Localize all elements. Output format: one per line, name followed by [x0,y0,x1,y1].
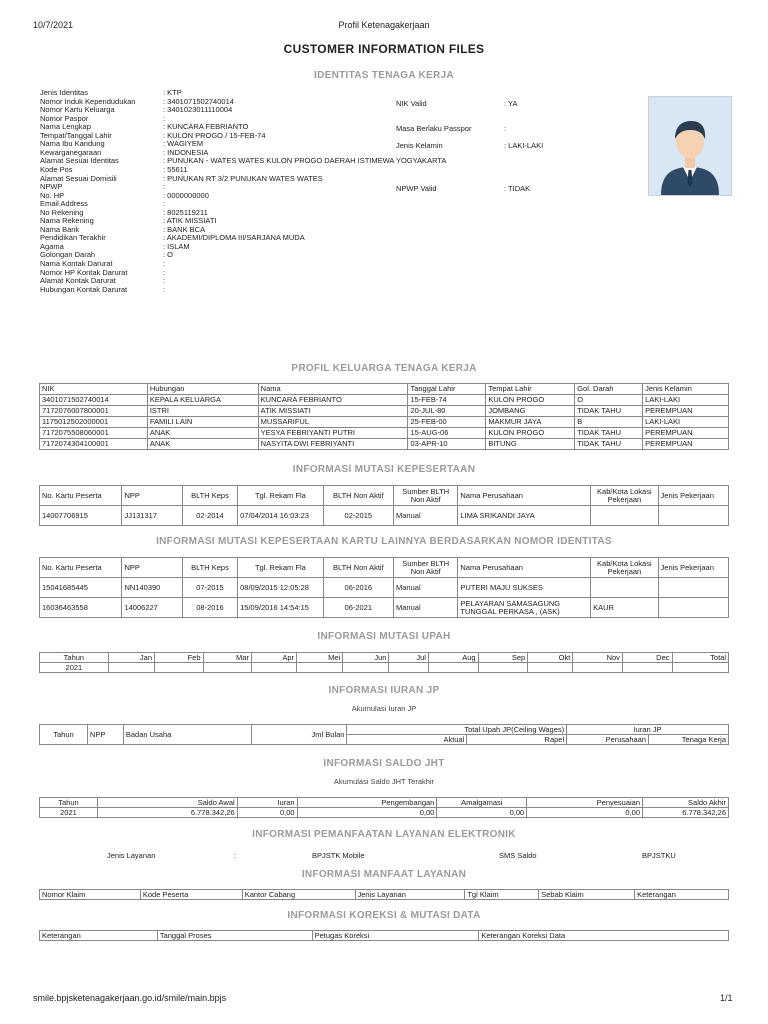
table-cell: 08/09/2015 12:05:28 [238,578,323,598]
table-header: Sumber BLTH Non Aktif [394,558,458,578]
table-header: Okt [528,653,573,663]
table-header: Tanggal Proses [157,931,312,941]
section-title-iuran: INFORMASI IURAN JP [328,685,440,696]
iuran-h-badan: Badan Usaha [123,725,251,745]
table-header: Tgl. Rekam Fla [238,486,323,506]
table-cell: 0,00 [297,808,437,818]
manfaat-table [39,889,729,900]
identity-value: : [163,259,166,268]
section-title-layanan: INFORMASI PEMANFAATAN LAYANAN ELEKTRONIK [252,829,516,840]
table-cell: 25-FEB-00 [408,417,486,428]
table-header: Total [672,653,728,663]
identity-value: : 55611 [163,164,188,174]
section-title-mutasi-lain: INFORMASI MUTASI KEPESERTAAN KARTU LAINNYA BERDASARKAN NOMOR IDENTITAS [156,536,612,547]
table-header: Jenis Pekerjaan [658,558,728,578]
table-cell: 0,00 [437,808,527,818]
table-cell: ISTRI [147,406,258,417]
iuran-h-tk: Tenaga Kerja [649,735,729,745]
profile-photo [648,96,732,196]
table-cell: 0,00 [237,808,297,818]
identity-value: : TIDAK [504,184,531,194]
table-header: Amalgamasi [437,798,527,808]
table-cell: NASYITA DWI FEBRIYANTI [258,439,408,450]
identity-value: : [163,276,166,286]
table-header: Nov [573,653,623,663]
table-header: Tahun [40,653,109,663]
identity-value: : [163,199,166,209]
identity-value: : PUNUKAN - WATES WATES KULON PROGO DAERAH ISTIMEWA YOGYAKARTA [163,156,447,166]
table-header: Keterangan [40,931,158,941]
table-cell: ANAK [147,439,258,450]
identity-label: Alamat Kontak Darurat [40,276,116,286]
table-cell: 02-2015 [323,506,393,526]
table-cell: 20-JUL-80 [408,406,486,417]
identity-value: : INDONESIA [163,147,209,157]
table-header: Sebab Klaim [539,890,635,900]
table-header: BLTH Keps [182,486,237,506]
table-cell: 15041685445 [40,578,122,598]
identity-value: : ISLAM [163,241,190,251]
table-header: Keterangan [635,890,729,900]
table-cell: 7172075508060001 [40,428,148,439]
identity-list-right [396,89,646,229]
mutasi-lain-table [39,557,729,618]
identity-label: Golongan Darah [40,250,96,260]
table-cell: LAKI-LAKI [643,395,729,406]
section-title-manfaat: INFORMASI MANFAAT LAYANAN [301,869,467,880]
table-header: Gol. Darah [575,384,643,395]
table-cell: 2021 [40,663,109,673]
table-header: Petugas Koreksi [312,931,479,941]
identity-label: Email Address [40,199,88,209]
table-cell [591,578,658,598]
table-header: Mar [203,653,251,663]
table-header: No. Kartu Peserta [40,558,122,578]
section-title-saldo: INFORMASI SALDO JHT [323,758,445,769]
iuran-h-jml: Jml Bulan [251,725,347,745]
table-cell [658,506,728,526]
section-title-keluarga: PROFIL KELUARGA TENAGA KERJA [291,363,477,374]
table-header: Jan [108,653,154,663]
identity-value: : [163,284,166,294]
print-date: 10/7/2021 [33,20,74,30]
table-cell: MUSSARIFUL [258,417,408,428]
table-header: Keterangan Koreksi Data [479,931,729,941]
identity-value: : KULON PROGO / 15-FEB-74 [163,130,266,140]
table-header: Tempat Lahir [486,384,575,395]
identity-label: Masa Berlaku Passpor [396,124,472,134]
identity-value: : 3401023011110004 [163,105,233,115]
table-cell: NN140390 [122,578,182,598]
table-header: Nomor Klaim [40,890,141,900]
table-cell: JJ131317 [122,506,182,526]
layanan-label: Jenis Layanan [107,851,156,860]
table-cell: 14006227 [122,598,182,618]
footer-page: 1/1 [720,993,733,1003]
table-cell: LIMA SRIKANDI JAYA [458,506,591,526]
table-cell: PUTERI MAJU SUKSES [458,578,591,598]
identity-label: Kode Pos [40,164,73,174]
iuran-h-iuran: Iuran JP [567,725,729,735]
table-header: NPP [122,486,182,506]
identity-label: NPWP [40,182,63,192]
layanan-item-mobile: BPJSTK Mobile [312,851,365,860]
table-header: Kode Peserta [140,890,242,900]
table-row [40,428,729,439]
identity-label: Alamat Sesuai Identitas [40,156,119,166]
table-cell [203,663,251,673]
identity-label: Nama Rekening [40,216,94,226]
table-cell: FAMILI LAIN [147,417,258,428]
table-cell: Manual [394,598,458,618]
identity-label: No Rekening [40,207,84,217]
table-cell: 2021 [40,808,98,818]
table-header: Sumber BLTH Non Aktif [394,486,458,506]
table-cell [343,663,389,673]
table-cell: 6.778.342,26 [643,808,729,818]
table-cell: KULON PROGO [486,428,575,439]
iuran-h-aktual: Aktual [347,735,467,745]
table-header: Saldo Akhir [643,798,729,808]
table-cell: 08-2016 [182,598,237,618]
table-cell: 06-2021 [323,598,393,618]
table-cell: ANAK [147,428,258,439]
table-cell: ATIK MISSIATI [258,406,408,417]
table-cell [297,663,343,673]
table-cell [658,598,728,618]
table-row [40,506,729,526]
table-header: Feb [155,653,204,663]
identity-value: : 8025119211 [163,207,208,217]
table-cell [155,663,204,673]
table-cell [672,663,728,673]
identity-value: : BANK BCA [163,224,206,234]
table-header: Nama [258,384,408,395]
table-row [40,406,729,417]
identity-value: : [163,267,166,277]
table-cell: PEREMPUAN [643,406,729,417]
identity-value: : WAGIYEM [163,139,204,149]
table-cell: KULON PROGO [486,395,575,406]
table-row [40,395,729,406]
footer-url: smile.bpjsketenagakerjaan.go.id/smile/main.bpjs [33,993,227,1003]
table-header: Jenis Pekerjaan [658,486,728,506]
table-cell: MAKMUR JAYA [486,417,575,428]
table-cell: PEREMPUAN [643,439,729,450]
identity-label: Nomor Induk Kependudukan [40,96,136,106]
table-header: Pengembangan [297,798,437,808]
table-cell: 6.778.342,26 [97,808,237,818]
table-header: Nama Perusahaan [458,486,591,506]
table-cell: 03-APR-10 [408,439,486,450]
table-cell [528,663,573,673]
table-header: BLTH Keps [182,558,237,578]
mutasi-table [39,485,729,526]
identity-label: Tempat/Tanggal Lahir [40,130,112,140]
table-header: Hubungan [147,384,258,395]
table-cell: 7172076007800001 [40,406,148,417]
table-cell [108,663,154,673]
iuran-h-tahun: Tahun [40,725,88,745]
table-cell: Manual [394,506,458,526]
table-cell: TIDAK TAHU [575,439,643,450]
identity-label: Nama Ibu Kandung [40,139,105,149]
iuran-h-rapel: Rapel [467,735,567,745]
identity-label: Pendidikan Terakhir [40,233,106,243]
table-cell: LAKI-LAKI [643,417,729,428]
table-header: Jul [389,653,428,663]
table-row [40,439,729,450]
table-row [40,663,729,673]
iuran-h-npp: NPP [87,725,123,745]
table-cell: 07/04/2014 16:03:23 [238,506,323,526]
document-title: CUSTOMER INFORMATION FILES [283,42,485,56]
table-header: Tgl Klaim [465,890,539,900]
saldo-subtitle: Akumulasi Saldo JHT Terakhir [333,777,435,786]
table-cell [251,663,296,673]
table-header: Jun [343,653,389,663]
table-cell: B [575,417,643,428]
identity-value: : YA [504,98,518,108]
table-cell [478,663,528,673]
table-header: Nama Perusahaan [458,558,591,578]
identity-value: : O [163,250,174,260]
iuran-h-perusahaan: Perusahaan [567,735,649,745]
table-cell: O [575,395,643,406]
table-header: Tahun [40,798,98,808]
table-cell: 15/09/2016 14:54:15 [238,598,323,618]
identity-value: : 3401071502740014 [163,96,234,106]
table-cell: 07-2015 [182,578,237,598]
identity-label: Nomor HP Kontak Darurat [40,267,128,277]
layanan-item-bpjstku: BPJSTKU [642,851,676,860]
table-header: Sep [478,653,528,663]
table-header: Tanggal Lahir [408,384,486,395]
identity-value: : KTP [163,88,182,97]
identity-value: : LAKI-LAKI [504,141,544,151]
table-cell: TIDAK TAHU [575,428,643,439]
iuran-h-total: Total Upah JP(Ceiling Wages) [347,725,567,735]
table-header: No. Kartu Peserta [40,486,122,506]
table-header: BLTH Non Aktif [323,486,393,506]
table-cell: 14007706915 [40,506,122,526]
table-cell: YESYA FEBRIYANTI PUTRI [258,428,408,439]
koreksi-table [39,930,729,941]
identity-value: : ATIK MISSIATI [163,216,217,226]
table-row [40,578,729,598]
identity-value: : 0000000000 [163,190,209,200]
table-cell: KAUR [591,598,658,618]
section-title-identitas: IDENTITAS TENAGA KERJA [314,70,454,81]
table-cell: 06-2016 [323,578,393,598]
identity-value: : [163,113,166,123]
table-header: NPP [122,558,182,578]
table-cell: 16036463558 [40,598,122,618]
identity-label: Nama Kontak Darurat [40,259,113,268]
table-header: NIK [40,384,148,395]
table-cell: 1175012502000001 [40,417,148,428]
table-header: Penyesuaian [527,798,643,808]
table-header: Tgl. Rekam Fla [238,558,323,578]
table-header: Apr [251,653,296,663]
table-header: Jenis Kelamin [643,384,729,395]
identity-label: Agama [40,241,64,251]
table-row [40,417,729,428]
identity-label: Kewarganegaraan [40,147,102,157]
table-header: Aug [428,653,478,663]
identity-label: Alamat Sesuai Domisili [40,173,117,183]
table-row [40,808,729,818]
identity-label: Nomor Kartu Keluarga [40,105,115,115]
identity-value: : [163,182,166,192]
table-cell [622,663,672,673]
table-header: Kab/Kota Lokasi Pekerjaan [591,558,658,578]
table-cell: 3401071502740014 [40,395,148,406]
table-header: BLTH Non Aktif [323,558,393,578]
table-header: Dec [622,653,672,663]
table-cell: JOMBANG [486,406,575,417]
table-cell: BITUNG [486,439,575,450]
print-page-title: Profil Ketenagakerjaan [338,20,430,30]
section-title-koreksi: INFORMASI KOREKSI & MUTASI DATA [287,910,481,921]
table-header: Iuran [237,798,297,808]
family-table [39,383,729,450]
saldo-table [39,797,729,818]
table-cell: 7172074304100001 [40,439,148,450]
upah-table [39,652,729,673]
table-cell: KUNCARA FEBRIANTO [258,395,408,406]
identity-label: Nama Bank [40,224,80,234]
iuran-table [39,724,729,745]
identity-value: : [504,124,507,134]
table-cell: 15-FEB-74 [408,395,486,406]
table-header: Saldo Awal [97,798,237,808]
table-cell: PELAYARAN SAMASAGUNG TUNGGAL PERKASA , (ASK) [458,598,591,618]
table-cell: 0,00 [527,808,643,818]
identity-label: NPWP Valid [396,184,437,194]
table-cell: 02-2014 [182,506,237,526]
person-icon [649,97,731,195]
table-cell [591,506,658,526]
table-cell: PEREMPUAN [643,428,729,439]
table-row [40,598,729,618]
table-cell [573,663,623,673]
table-cell [389,663,428,673]
layanan-item-sms: SMS Saldo [499,851,537,860]
table-cell: KEPALA KELUARGA [147,395,258,406]
identity-label: Nama Lengkap [40,122,91,132]
identity-label: Nomor Paspor [40,113,89,123]
table-header: Kab/Kota Lokasi Pekerjaan [591,486,658,506]
identity-label: No. HP [40,190,65,200]
identity-label: Jenis Kelamin [396,141,443,151]
identity-label: NIK Valid [396,98,427,108]
layanan-colon: : [234,851,237,860]
identity-label: Jenis Identitas [40,88,88,97]
table-cell: TIDAK TAHU [575,406,643,417]
table-cell: 15-AUG-06 [408,428,486,439]
iuran-subtitle: Akumulasi Iuran JP [351,704,417,713]
table-header: Mei [297,653,343,663]
identity-label: Hubungan Kontak Darurat [40,284,128,294]
identity-value: : AKADEMI/DIPLOMA III/SARJANA MUDA [163,233,305,243]
table-cell [428,663,478,673]
table-header: Jenis Layanan [355,890,465,900]
table-header: Kantor Cabang [242,890,355,900]
section-title-upah: INFORMASI MUTASI UPAH [317,631,451,642]
table-cell: Manual [394,578,458,598]
table-cell [658,578,728,598]
identity-value: : KUNCARA FEBRIANTO [163,122,249,132]
identity-value: : PUNUKAN RT 3/2 PUNUKAN WATES WATES [163,173,323,183]
section-title-mutasi: INFORMASI MUTASI KEPESERTAAN [292,464,476,475]
